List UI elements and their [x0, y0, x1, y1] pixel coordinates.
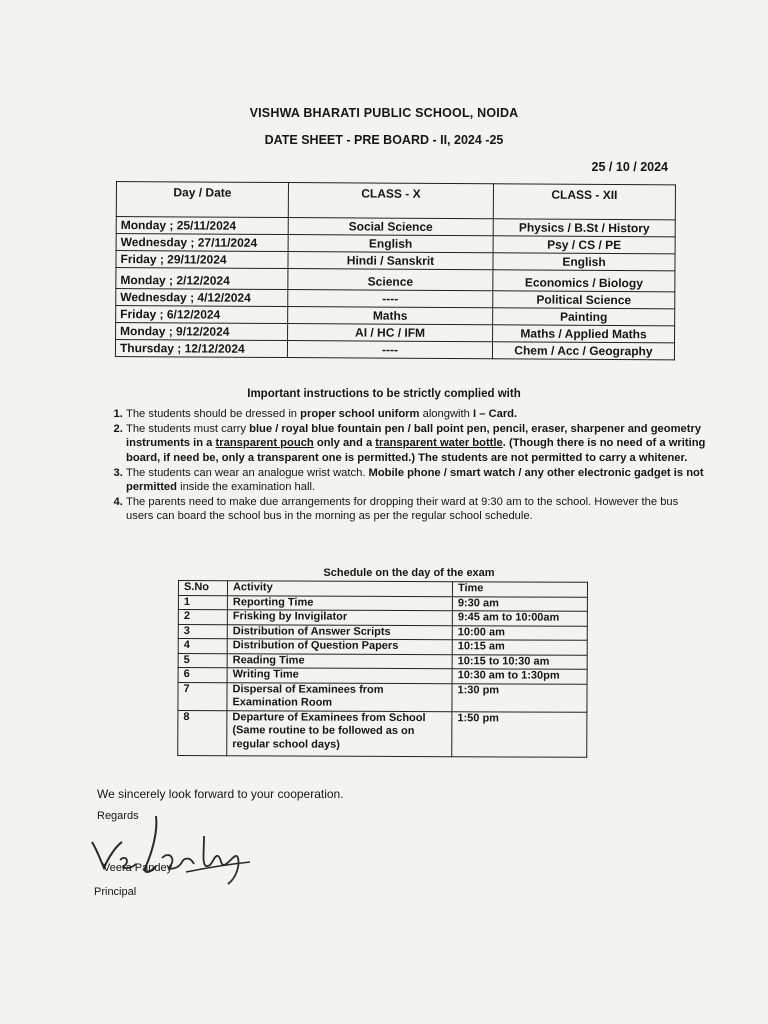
- exam-day: Friday ; 6/12/2024: [116, 306, 288, 324]
- class-x-subject: Hindi / Sanskrit: [288, 252, 493, 270]
- schedule-sno: 6: [178, 668, 227, 683]
- class-xii-subject: English: [493, 253, 675, 271]
- exam-day: Monday ; 2/12/2024: [116, 268, 288, 290]
- schedule-sno: 2: [178, 610, 227, 625]
- class-xii-subject: Maths / Applied Maths: [493, 325, 675, 343]
- schedule-sno: 5: [178, 653, 227, 668]
- schedule-time: 1:30 pm: [452, 683, 587, 712]
- instruction-emphasis: Mobile phone / smart watch / any other electronic gadget is not permitted: [126, 466, 704, 494]
- exam-day: Monday ; 9/12/2024: [116, 323, 288, 341]
- schedule-header-row: [178, 581, 587, 597]
- schedule-table: [177, 580, 588, 757]
- issue-date: 25 / 10 / 2024: [591, 160, 668, 174]
- col-header-day: Day / Date: [116, 182, 288, 218]
- class-xii-subject: Chem / Acc / Geography: [492, 342, 674, 360]
- instruction-item: [126, 466, 706, 494]
- instruction-text: The students must carry: [126, 423, 250, 436]
- instruction-item: [126, 495, 706, 523]
- principal-name: Veera Pandey: [103, 862, 173, 874]
- col-header-class-x: CLASS - X: [288, 183, 493, 219]
- table-row: [116, 268, 675, 292]
- col-header-class-xii: CLASS - XII: [493, 184, 675, 220]
- regards-text: Regards: [97, 810, 139, 822]
- class-xii-subject: Psy / CS / PE: [493, 236, 675, 254]
- schedule-activity: Writing Time: [227, 668, 452, 683]
- table-row: [115, 340, 674, 360]
- schedule-sno: 8: [178, 710, 227, 755]
- date-sheet-table: [115, 181, 676, 360]
- class-x-subject: AI / HC / IFM: [288, 324, 493, 342]
- schedule-time: 10:30 am to 1:30pm: [452, 669, 587, 684]
- class-x-subject: ----: [287, 341, 492, 359]
- class-xii-subject: Economics / Biology: [493, 270, 675, 292]
- schedule-activity: Distribution of Answer Scripts: [227, 624, 452, 639]
- principal-role: Principal: [94, 886, 137, 898]
- exam-day: Wednesday ; 27/11/2024: [116, 234, 288, 252]
- col-header-activity: Activity: [227, 581, 452, 596]
- instruction-text: alongwith: [419, 408, 473, 420]
- signature-scribble: [86, 812, 256, 894]
- table-row: [178, 682, 587, 712]
- instruction-text: The students can wear an analogue wrist watch.: [126, 466, 369, 479]
- instructions-title: Important instructions to be strictly complied with: [247, 388, 521, 400]
- schedule-time: 10:15 am: [452, 640, 587, 655]
- schedule-sno: 4: [178, 639, 227, 654]
- school-name: VISHWA BHARATI PUBLIC SCHOOL, NOIDA: [249, 106, 519, 120]
- table-row: [178, 624, 587, 640]
- table-row: [178, 595, 587, 611]
- exam-day: Monday ; 25/11/2024: [116, 217, 288, 235]
- schedule-time: 9:30 am: [452, 596, 587, 611]
- table-row: [178, 639, 587, 655]
- instruction-item: [126, 422, 706, 465]
- table-row: [178, 653, 587, 669]
- class-xii-subject: Painting: [493, 308, 675, 326]
- table-row: [178, 610, 587, 626]
- schedule-activity: Departure of Examinees from School (Same routine to be followed as on regular school days): [227, 710, 452, 756]
- instruction-emphasis: . (Though there is no need of a writing board, if need be, only a transparent one is permitted.) The students are not permitted to carry a whitener.: [126, 437, 706, 464]
- schedule-time: 9:45 am to 10:00am: [452, 611, 587, 626]
- class-xii-subject: Political Science: [493, 291, 675, 309]
- schedule-activity: Dispersal of Examinees from Examination Room: [227, 682, 452, 711]
- table-row: [178, 668, 587, 684]
- instruction-emphasis: only and a: [313, 437, 376, 450]
- sheet-title: DATE SHEET - PRE BOARD - II, 2024 -25: [264, 133, 504, 147]
- exam-day: Friday ; 29/11/2024: [116, 251, 288, 269]
- schedule-activity: Frisking by Invigilator: [227, 610, 452, 625]
- instruction-emphasis: proper school uniform: [300, 408, 420, 420]
- schedule-time: 10:00 am: [452, 625, 587, 640]
- instructions-list: [100, 407, 706, 525]
- schedule-time: 10:15 to 10:30 am: [452, 654, 587, 669]
- class-x-subject: Social Science: [288, 218, 493, 236]
- schedule-sno: 7: [178, 682, 227, 710]
- instruction-text: The parents need to make due arrangements for dropping their ward at 9:30 am to the school. However the bus users can board the school bus in the morning as per the regular school schedule.: [126, 496, 679, 523]
- schedule-activity: Reporting Time: [227, 595, 452, 610]
- date-sheet-header-row: [116, 182, 675, 220]
- schedule-sno: 1: [178, 595, 227, 610]
- instruction-emphasis: blue / royal blue fountain pen / ball point pen, pencil, eraser, sharpener and geometry instruments in a: [126, 423, 702, 450]
- table-row: [178, 710, 587, 757]
- class-x-subject: Science: [288, 269, 493, 291]
- schedule-activity: Reading Time: [227, 653, 452, 668]
- instruction-text: inside the examination hall.: [176, 481, 316, 494]
- instruction-emphasis: I – Card.: [472, 408, 518, 420]
- schedule-time: 1:50 pm: [452, 711, 587, 757]
- class-x-subject: English: [288, 235, 493, 253]
- instruction-text: The students should be dressed in: [126, 408, 301, 420]
- class-x-subject: ----: [288, 290, 493, 308]
- instruction-underline: transparent water bottle: [375, 437, 503, 450]
- class-x-subject: Maths: [288, 307, 493, 325]
- cooperation-note: We sincerely look forward to your cooperation.: [97, 787, 344, 801]
- schedule-title: Schedule on the day of the exam: [323, 567, 495, 579]
- schedule-sno: 3: [178, 624, 227, 639]
- class-xii-subject: Physics / B.St / History: [493, 219, 675, 237]
- col-header-time: Time: [452, 582, 587, 597]
- instruction-underline: transparent pouch: [215, 437, 314, 450]
- instruction-item: [126, 407, 706, 421]
- col-header-sno: S.No: [178, 581, 227, 596]
- exam-day: Wednesday ; 4/12/2024: [116, 289, 288, 307]
- schedule-activity: Distribution of Question Papers: [227, 639, 452, 654]
- exam-day: Thursday ; 12/12/2024: [115, 340, 287, 358]
